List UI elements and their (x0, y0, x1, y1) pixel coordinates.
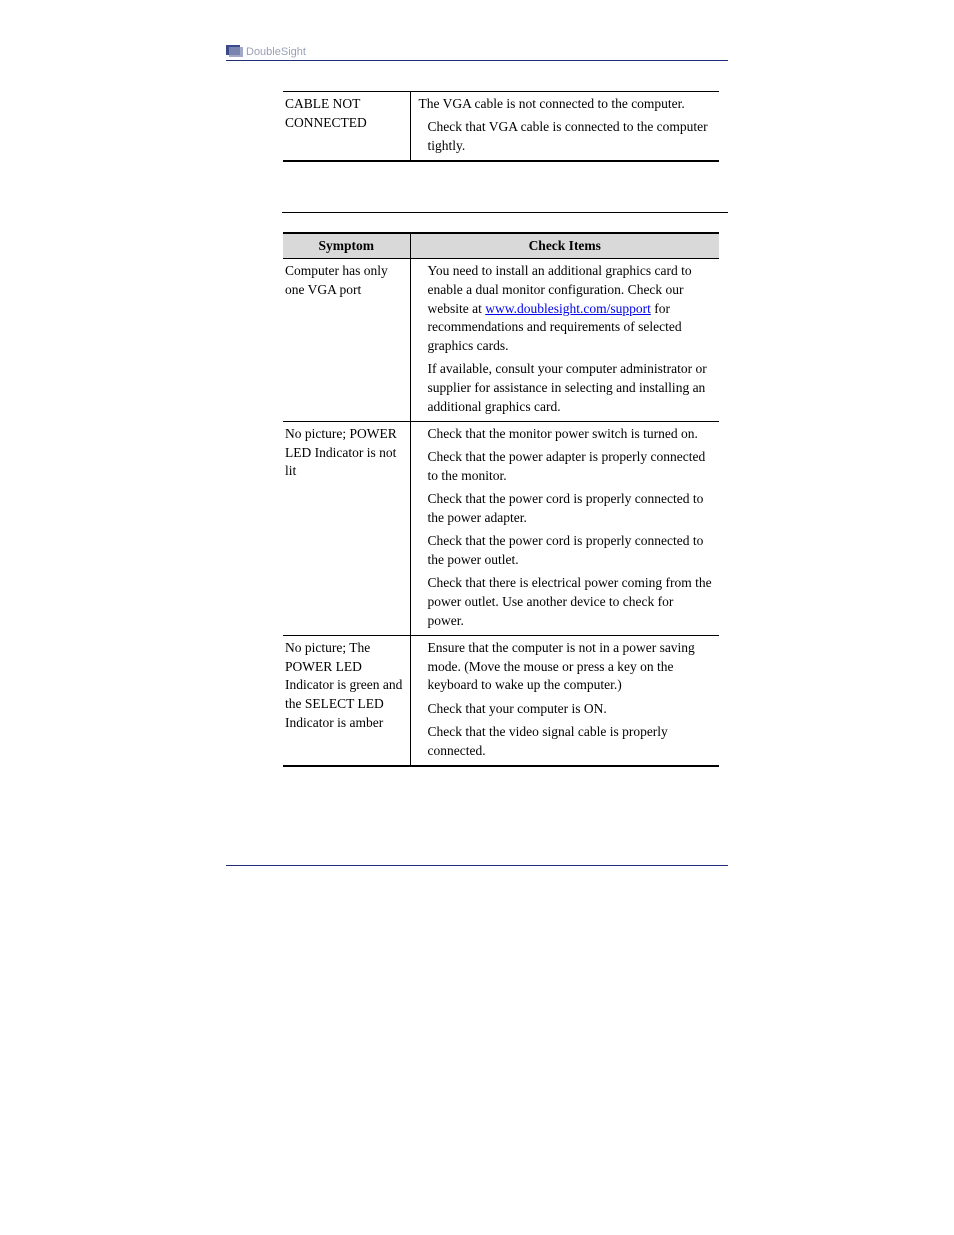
check-item: Check that the power adapter is properly connected to the monitor. (427, 449, 706, 483)
table-row (283, 92, 719, 161)
check-item: If available, consult your computer administrator or supplier for assistance in selecting and installing an additional graphics card. (427, 361, 707, 415)
check-cell (410, 635, 719, 765)
header-rule (226, 60, 728, 61)
symptom-cell: No picture; The POWER LED Indicator is green and the SELECT LED Indicator is amber (283, 635, 410, 765)
troubleshooting-table (283, 232, 719, 767)
symptom-cell: CABLE NOT CONNECTED (283, 92, 410, 161)
check-item: Check that the video signal cable is properly connected. (427, 724, 668, 758)
symptom-cell: No picture; POWER LED Indicator is not lit (283, 421, 410, 635)
check-item: Check that your computer is ON. (427, 700, 607, 716)
table-row (283, 421, 719, 635)
symptom-cell: Computer has only one VGA port (283, 259, 410, 422)
check-item: Check that the power cord is properly connected to the power adapter. (427, 491, 704, 526)
doublesight-logo (226, 42, 316, 58)
table-header-row (283, 233, 719, 259)
logo-text: DoubleSight (246, 46, 306, 58)
check-item: Check that the power cord is properly connected to the power outlet. (427, 533, 704, 568)
table-row (283, 635, 719, 765)
check-cell (410, 259, 719, 422)
check-item: You need to install an additional graphics card to enable a dual monitor configuration. Check our website at www.doublesight.com/support for recommendations and requirements of selected graphics cards. (427, 263, 692, 354)
check-item: Ensure that the computer is not in a power saving mode. (Move the mouse or press a key on the keyboard to wake up the computer.) (427, 639, 695, 693)
section-divider (282, 212, 728, 213)
check-item: Check that there is electrical power coming from the power outlet. Use another device to check for power. (427, 575, 712, 629)
check-items-header: Check Items (410, 233, 719, 259)
support-link[interactable]: www.doublesight.com/support (485, 300, 651, 316)
cable-table (283, 91, 719, 162)
check-item-lead: The VGA cable is not connected to the computer. (418, 96, 685, 111)
symptom-header: Symptom (283, 233, 410, 259)
footer-rule (226, 865, 728, 866)
check-cell (410, 92, 719, 161)
check-item: Check that the monitor power switch is turned on. (427, 425, 698, 441)
check-item: Check that VGA cable is connected to the computer tightly. (427, 119, 708, 154)
table-row (283, 259, 719, 422)
check-cell (410, 421, 719, 635)
